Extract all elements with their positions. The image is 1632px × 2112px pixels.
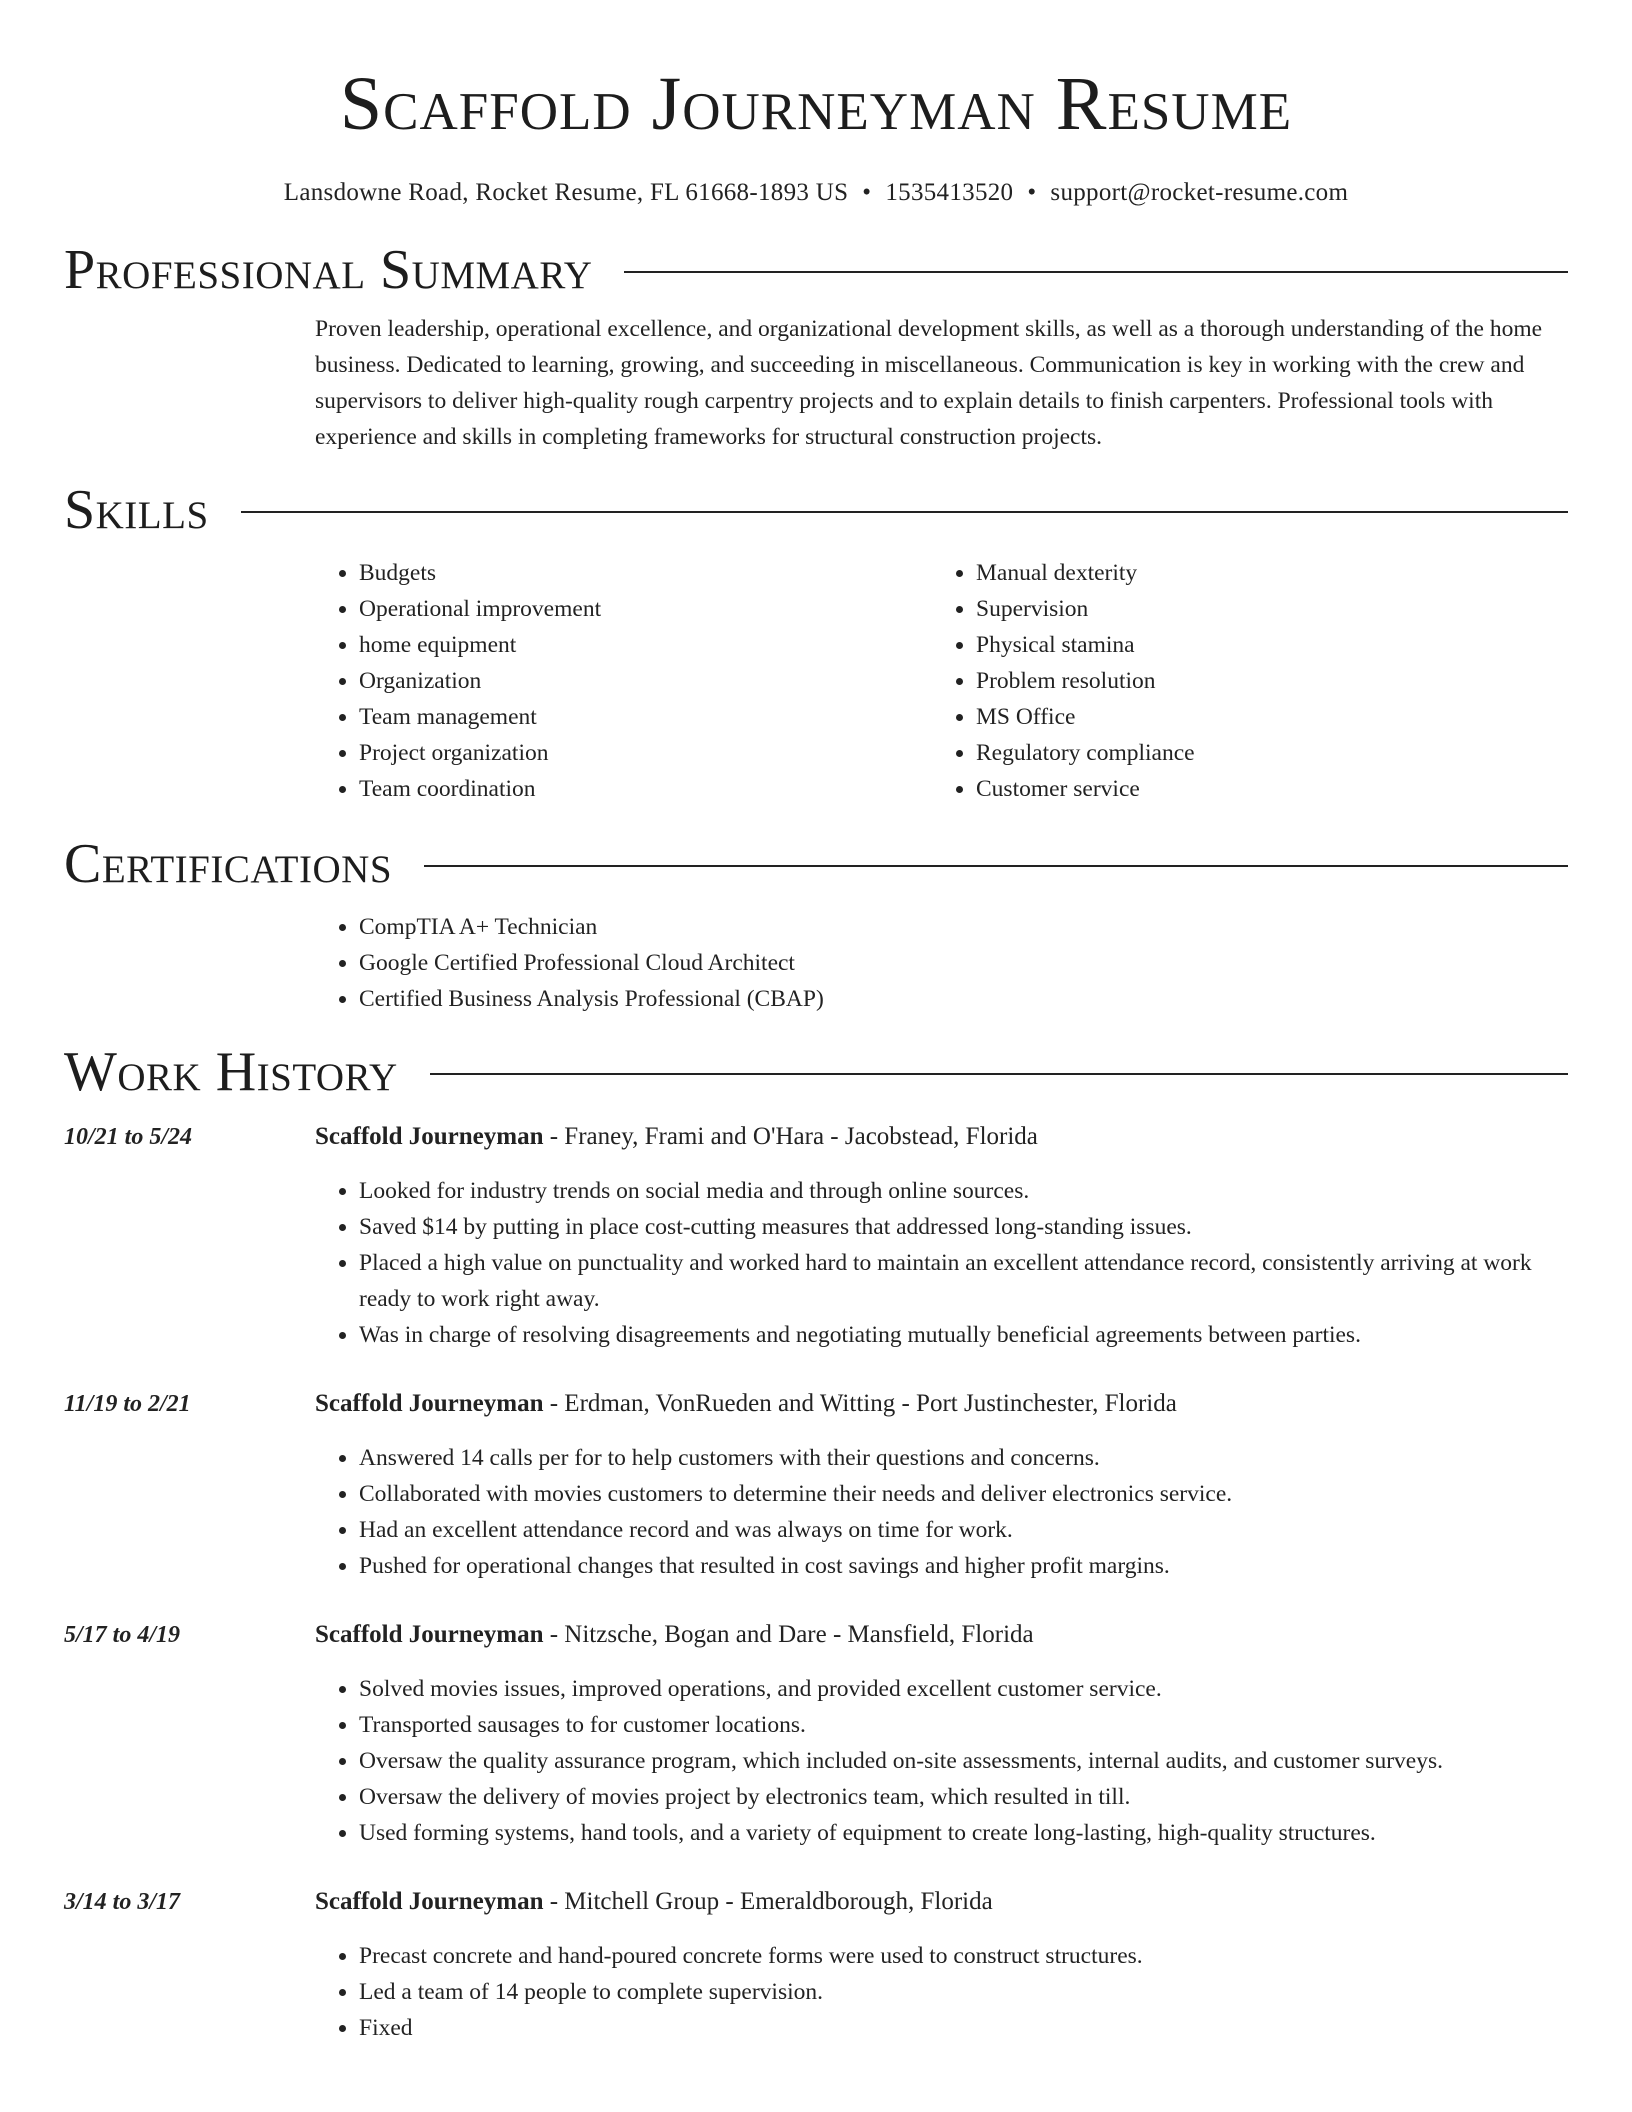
job-bullet: • Transported sausages to for customer locations. xyxy=(359,1707,1568,1743)
skills-list xyxy=(315,555,1568,807)
skills-right-list xyxy=(932,555,1549,807)
job-title: Scaffold Journeyman xyxy=(315,1621,544,1648)
skill-item: • Operational improvement xyxy=(359,591,932,627)
contact-email: support@rocket-resume.com xyxy=(1050,179,1349,206)
job-entry xyxy=(64,1884,1568,2046)
section-divider xyxy=(430,1073,1568,1075)
job-bullet: • Used forming systems, hand tools, and a variety of equipment to create long-lasting, high-quality structures. xyxy=(359,1815,1568,1851)
skill-item: • MS Office xyxy=(976,699,1549,735)
job-title: Scaffold Journeyman xyxy=(315,1888,544,1915)
job-bullet: • Was in charge of resolving disagreements and negotiating mutually beneficial agreements between parties. xyxy=(359,1317,1568,1353)
certifications-list-wrap xyxy=(315,909,1568,1017)
certifications-list xyxy=(315,909,1568,1017)
job-bullets-wrap xyxy=(315,1671,1568,1851)
job-bullets xyxy=(315,1173,1568,1353)
job-dates: 11/19 to 2/21 xyxy=(64,1391,191,1417)
work-section-title: Work History xyxy=(64,1041,398,1103)
contact-address: Lansdowne Road, Rocket Resume, FL 61668-1893 US xyxy=(283,179,849,206)
job-dates: 5/17 to 4/19 xyxy=(64,1622,181,1648)
skills-section-header xyxy=(64,477,1568,543)
job-employer-location: - Franey, Frami and O'Hara - Jacobstead, Florida xyxy=(543,1123,1038,1150)
certifications-section-header xyxy=(64,831,1568,897)
skill-item: • Regulatory compliance xyxy=(976,735,1549,771)
job-bullet: • Looked for industry trends on social media and through online sources. xyxy=(359,1173,1568,1209)
summary-section-body xyxy=(315,311,1568,455)
job-entry xyxy=(64,1119,1568,1353)
skills-column-left xyxy=(315,555,932,807)
job-dates: 10/21 to 5/24 xyxy=(64,1124,193,1150)
job-employer-location: - Mitchell Group - Emeraldborough, Florida xyxy=(543,1888,993,1915)
job-employer-location: - Erdman, VonRueden and Witting - Port Justinchester, Florida xyxy=(543,1390,1177,1417)
skill-item: • Manual dexterity xyxy=(976,555,1549,591)
summary-section-title: Professional Summary xyxy=(64,239,593,301)
job-bullets xyxy=(315,1671,1568,1851)
skills-column-right xyxy=(932,555,1549,807)
job-title: Scaffold Journeyman xyxy=(315,1123,544,1150)
skills-section-title: Skills xyxy=(64,479,209,541)
job-bullet: • Placed a high value on punctuality and worked hard to maintain an excellent attendance record, consistently arriving at work ready to work right away. xyxy=(359,1245,1568,1317)
job-bullet: • Answered 14 calls per for to help customers with their questions and concerns. xyxy=(359,1440,1568,1476)
job-dates: 3/14 to 3/17 xyxy=(64,1889,181,1915)
job-bullet: • Fixed xyxy=(359,2010,1568,2046)
contact-phone: 1535413520 xyxy=(885,179,1014,206)
skill-item: • Budgets xyxy=(359,555,932,591)
section-divider xyxy=(624,271,1568,273)
job-bullets-wrap xyxy=(315,1938,1568,2046)
contact-separator: • xyxy=(862,179,872,206)
job-header xyxy=(64,1884,1568,1920)
certifications-section-title: Certifications xyxy=(64,833,393,895)
contact-line xyxy=(64,176,1568,210)
job-heading xyxy=(315,1119,1038,1155)
skill-item: • Organization xyxy=(359,663,932,699)
job-employer-location: - Nitzsche, Bogan and Dare - Mansfield, Florida xyxy=(543,1621,1034,1648)
job-header xyxy=(64,1617,1568,1653)
job-heading xyxy=(315,1386,1177,1422)
job-bullet: • Collaborated with movies customers to determine their needs and deliver electronics service. xyxy=(359,1476,1568,1512)
job-bullet: • Pushed for operational changes that resulted in cost savings and higher profit margins. xyxy=(359,1548,1568,1584)
section-divider xyxy=(241,511,1568,513)
job-bullet: • Solved movies issues, improved operations, and provided excellent customer service. xyxy=(359,1671,1568,1707)
skill-item: • Problem resolution xyxy=(976,663,1549,699)
job-bullet: • Had an excellent attendance record and was always on time for work. xyxy=(359,1512,1568,1548)
skills-left-list xyxy=(315,555,932,807)
job-bullet: • Saved $14 by putting in place cost-cutting measures that addressed long-standing issues. xyxy=(359,1209,1568,1245)
certification-item: • Google Certified Professional Cloud Architect xyxy=(359,945,1568,981)
resume-title: Scaffold Journeyman Resume xyxy=(339,62,1293,146)
section-divider xyxy=(424,865,1568,867)
job-bullets xyxy=(315,1938,1568,2046)
job-bullets xyxy=(315,1440,1568,1584)
skill-item: • Team coordination xyxy=(359,771,932,807)
job-header xyxy=(64,1119,1568,1155)
job-bullet: • Oversaw the quality assurance program, which included on-site assessments, internal audits, and customer surveys. xyxy=(359,1743,1568,1779)
skill-item: • Customer service xyxy=(976,771,1549,807)
summary-section-header xyxy=(64,237,1568,303)
job-entry xyxy=(64,1617,1568,1851)
summary-text: Proven leadership, operational excellence, and organizational development skills, as well as a thorough understanding of the home business. Dedicated to learning, growing, and succeeding in miscellaneous. Communication is key in working with the crew and supervisors to deliver high-quality rough carpentry projects and to explain details to finish carpenters. Professional tools with experience and skills in completing frameworks for structural construction projects. xyxy=(315,316,1543,450)
skill-item: • home equipment xyxy=(359,627,932,663)
work-section-header xyxy=(64,1039,1568,1105)
certification-item: • CompTIA A+ Technician xyxy=(359,909,1568,945)
job-entry xyxy=(64,1386,1568,1584)
job-heading xyxy=(315,1884,993,1920)
job-title: Scaffold Journeyman xyxy=(315,1390,544,1417)
skill-item: • Physical stamina xyxy=(976,627,1549,663)
job-heading xyxy=(315,1617,1034,1653)
skill-item: • Team management xyxy=(359,699,932,735)
job-bullet: • Led a team of 14 people to complete supervision. xyxy=(359,1974,1568,2010)
job-bullet: • Oversaw the delivery of movies project by electronics team, which resulted in till. xyxy=(359,1779,1568,1815)
job-bullet: • Precast concrete and hand-poured concrete forms were used to construct structures. xyxy=(359,1938,1568,1974)
job-bullets-wrap xyxy=(315,1440,1568,1584)
skill-item: • Supervision xyxy=(976,591,1549,627)
work-history-list xyxy=(64,1119,1568,2046)
skill-item: • Project organization xyxy=(359,735,932,771)
certification-item: • Certified Business Analysis Professional (CBAP) xyxy=(359,981,1568,1017)
job-header xyxy=(64,1386,1568,1422)
job-bullets-wrap xyxy=(315,1173,1568,1353)
contact-separator: • xyxy=(1027,179,1037,206)
